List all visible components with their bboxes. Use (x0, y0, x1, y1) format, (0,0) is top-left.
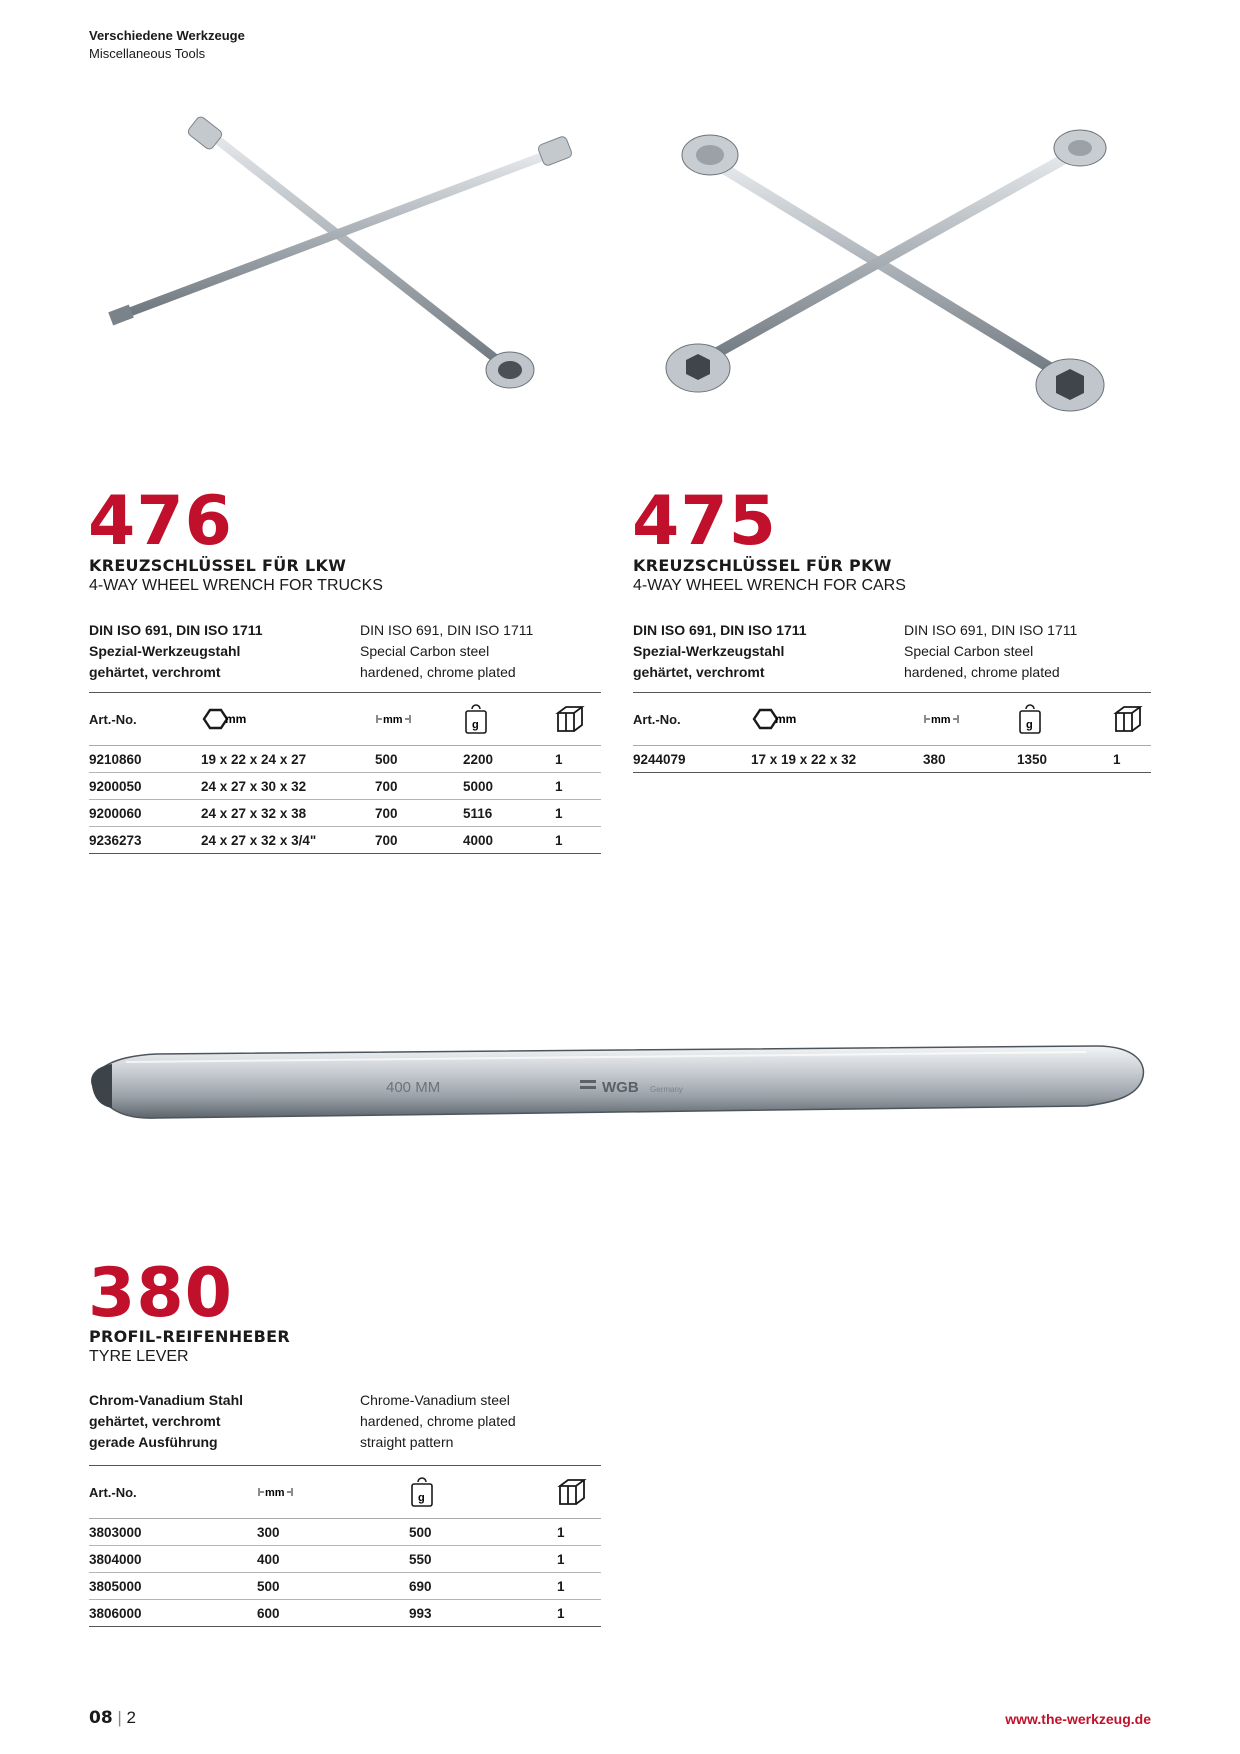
table-row (89, 746, 601, 773)
spec-en-block (904, 620, 1077, 683)
col-size (751, 693, 923, 746)
length-engraving: 400 MM (386, 1079, 441, 1096)
size-unit-label: mm (775, 712, 797, 726)
spec-de-line: Spezial-Werkzeugstahl (89, 643, 241, 659)
product-name-de: KREUZSCHLÜSSEL FÜR PKW (633, 556, 892, 575)
table-header-row (633, 693, 1151, 746)
product-name-de: PROFIL-REIFENHEBER (89, 1327, 290, 1346)
spec-en-line: Special Carbon steel (360, 643, 490, 659)
product-name-en: TYRE LEVER (89, 1348, 189, 1365)
cell-pack: 1 (557, 1546, 601, 1573)
svg-text:g: g (472, 719, 479, 731)
product-table-476 (89, 692, 601, 854)
table-row (89, 773, 601, 800)
spec-en-line: hardened, chrome plated (360, 664, 516, 680)
page-number: 08 | 2 (89, 1708, 137, 1728)
col-art-no: Art.-No. (89, 693, 201, 746)
table-row (89, 1600, 601, 1627)
table-row (89, 1546, 601, 1573)
col-pack (557, 1466, 601, 1519)
cell-art-no: 9210860 (89, 746, 201, 773)
cell-pack: 1 (555, 800, 601, 827)
cell-weight: 5000 (463, 773, 555, 800)
weight-icon (1017, 703, 1043, 735)
page-section: 08 (89, 1708, 113, 1728)
spec-de-line: gehärtet, verchromt (89, 664, 221, 680)
cell-length: 700 (375, 827, 463, 854)
col-weight (463, 693, 555, 746)
cell-size: 24 x 27 x 32 x 38 (201, 800, 375, 827)
col-art-no: Art.-No. (89, 1466, 257, 1519)
cell-art-no: 9200050 (89, 773, 201, 800)
cell-length: 700 (375, 800, 463, 827)
col-length (923, 693, 1017, 746)
cell-length: 500 (375, 746, 463, 773)
cell-pack: 1 (557, 1519, 601, 1546)
hex-socket-icon (751, 706, 797, 732)
spec-en-block (360, 1390, 516, 1453)
page-index: 2 (126, 1708, 137, 1727)
cell-length: 300 (257, 1519, 409, 1546)
cell-art-no: 3806000 (89, 1600, 257, 1627)
svg-text:g: g (418, 1492, 425, 1504)
package-icon (557, 1477, 587, 1507)
spec-en-line: DIN ISO 691, DIN ISO 1711 (360, 622, 534, 638)
truck-wheel-wrench-image (110, 120, 580, 430)
package-icon (1113, 704, 1143, 734)
cell-weight: 1350 (1017, 746, 1113, 773)
spec-de-block (89, 1390, 243, 1453)
cell-pack: 1 (555, 773, 601, 800)
length-unit-label: mm (383, 714, 403, 726)
cell-length: 600 (257, 1600, 409, 1627)
table-row (89, 1519, 601, 1546)
length-unit-label: mm (931, 714, 951, 726)
length-icon (923, 710, 963, 728)
cell-art-no: 9236273 (89, 827, 201, 854)
spec-en-line: straight pattern (360, 1434, 454, 1450)
table-header-row (89, 693, 601, 746)
tyre-lever-image (86, 1036, 1156, 1128)
product-number-476: 476 (88, 482, 233, 561)
cell-pack: 1 (555, 827, 601, 854)
product-table-475 (633, 692, 1151, 773)
col-pack (555, 693, 601, 746)
spec-de-line: Chrom-Vanadium Stahl (89, 1392, 244, 1408)
spec-en-line: hardened, chrome plated (904, 664, 1060, 680)
cell-pack: 1 (1113, 746, 1151, 773)
weight-icon (409, 1476, 435, 1508)
col-pack (1113, 693, 1151, 746)
cell-weight: 690 (409, 1573, 557, 1600)
hex-socket-icon (201, 706, 247, 732)
product-name-en: 4-WAY WHEEL WRENCH FOR TRUCKS (89, 577, 383, 594)
origin-engraving: Germany (650, 1085, 683, 1094)
cell-pack: 1 (555, 746, 601, 773)
col-length (375, 693, 463, 746)
cell-weight: 993 (409, 1600, 557, 1627)
cell-length: 400 (257, 1546, 409, 1573)
col-size (201, 693, 375, 746)
website-link[interactable]: www.the-werkzeug.de (1005, 1711, 1151, 1727)
spec-en-line: DIN ISO 691, DIN ISO 1711 (904, 622, 1078, 638)
spec-en-block (360, 620, 533, 683)
table-header-row (89, 1466, 601, 1519)
cell-art-no: 3805000 (89, 1573, 257, 1600)
spec-de-block (89, 620, 263, 683)
section-title-de: Verschiedene Werkzeuge (89, 28, 245, 43)
section-title-en: Miscellaneous Tools (89, 46, 206, 61)
product-number-380: 380 (88, 1254, 233, 1333)
spec-de-line: gerade Ausführung (89, 1434, 218, 1450)
spec-de-block (633, 620, 807, 683)
car-wheel-wrench-image (650, 120, 1120, 440)
cell-weight: 500 (409, 1519, 557, 1546)
spec-de-line: gehärtet, verchromt (633, 664, 765, 680)
cell-weight: 2200 (463, 746, 555, 773)
col-weight (409, 1466, 557, 1519)
cell-size: 17 x 19 x 22 x 32 (751, 746, 923, 773)
spec-de-line: gehärtet, verchromt (89, 1413, 221, 1429)
cell-art-no: 9244079 (633, 746, 751, 773)
brand-engraving: WGB (602, 1079, 639, 1096)
col-length (257, 1466, 409, 1519)
col-art-no: Art.-No. (633, 693, 751, 746)
length-icon (257, 1483, 297, 1501)
cell-length: 380 (923, 746, 1017, 773)
weight-icon (463, 703, 489, 735)
table-row (89, 800, 601, 827)
cell-size: 24 x 27 x 32 x 3/4" (201, 827, 375, 854)
cell-weight: 4000 (463, 827, 555, 854)
product-number-475: 475 (632, 482, 777, 561)
spec-en-line: Special Carbon steel (904, 643, 1034, 659)
spec-de-line: DIN ISO 691, DIN ISO 1711 (633, 622, 807, 638)
cell-art-no: 3803000 (89, 1519, 257, 1546)
spec-de-line: DIN ISO 691, DIN ISO 1711 (89, 622, 263, 638)
cell-length: 500 (257, 1573, 409, 1600)
spec-en-line: hardened, chrome plated (360, 1413, 516, 1429)
table-row (89, 1573, 601, 1600)
cell-art-no: 9200060 (89, 800, 201, 827)
cell-weight: 5116 (463, 800, 555, 827)
cell-length: 700 (375, 773, 463, 800)
table-row (89, 827, 601, 854)
size-unit-label: mm (225, 712, 247, 726)
cell-weight: 550 (409, 1546, 557, 1573)
package-icon (555, 704, 585, 734)
product-name-de: KREUZSCHLÜSSEL FÜR LKW (89, 556, 347, 575)
length-icon (375, 710, 415, 728)
cell-art-no: 3804000 (89, 1546, 257, 1573)
table-row (633, 746, 1151, 773)
cell-pack: 1 (557, 1573, 601, 1600)
col-weight (1017, 693, 1113, 746)
product-name-en: 4-WAY WHEEL WRENCH FOR CARS (633, 577, 906, 594)
product-table-380 (89, 1465, 601, 1627)
spec-de-line: Spezial-Werkzeugstahl (633, 643, 785, 659)
length-unit-label: mm (265, 1487, 285, 1499)
cell-size: 24 x 27 x 30 x 32 (201, 773, 375, 800)
spec-en-line: Chrome-Vanadium steel (360, 1392, 510, 1408)
cell-pack: 1 (557, 1600, 601, 1627)
svg-text:g: g (1026, 719, 1033, 731)
cell-size: 19 x 22 x 24 x 27 (201, 746, 375, 773)
